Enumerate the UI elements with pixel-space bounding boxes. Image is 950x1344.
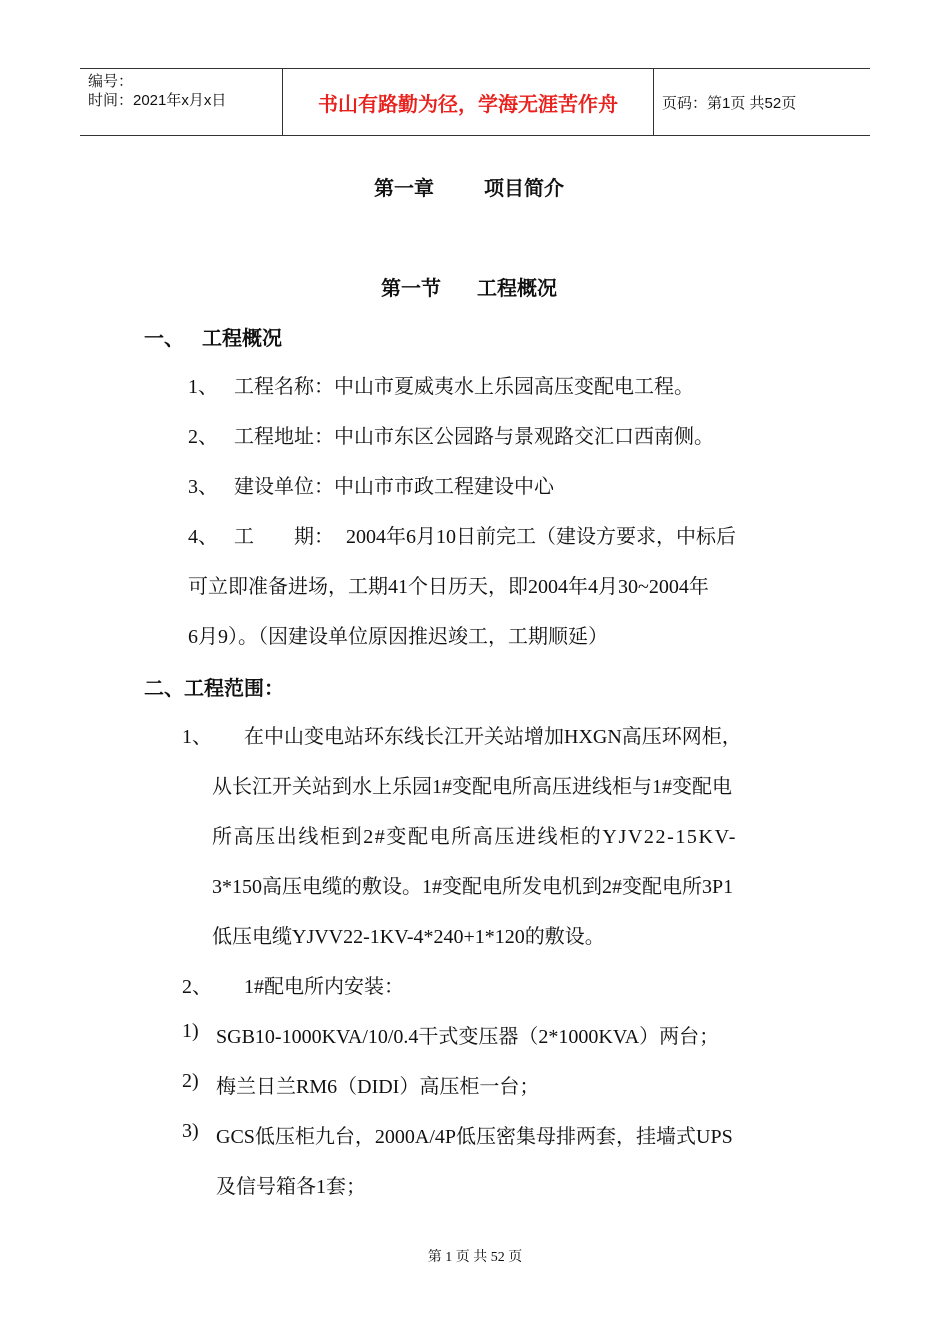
chapter-title: 项目简介 — [484, 176, 564, 200]
page-footer: 第 1 页 共 52 页 — [427, 1250, 523, 1265]
header-left-cell — [80, 69, 282, 135]
list-item-number: 2、 — [182, 976, 212, 998]
number-label: 编号： — [88, 73, 134, 90]
schedule-label: 工 期： — [234, 526, 334, 548]
section-heading — [381, 272, 557, 301]
lv-cabinet-item-line-2: 及信号箱各1套； — [216, 1176, 366, 1198]
part1-heading-number: 一、 — [144, 326, 184, 350]
list-item-number: 3、 — [188, 476, 218, 498]
project-address: 工程地址：中山市东区公园路与景观路交汇口西南侧。 — [234, 426, 714, 448]
scope-line-3: 所高压出线柜到2#变配电所高压进线柜的YJV22-15KV- — [212, 826, 738, 848]
section-number: 第一节 — [381, 276, 441, 300]
list-item-number: 4、 — [188, 526, 218, 548]
install-intro: 1#配电所内安装： — [244, 976, 404, 998]
scope-line-4: 3*150高压电缆的敷设。1#变配电所发电机到2#变配电所3P1 — [212, 876, 734, 898]
page-info: 页码：第1页 共52页 — [662, 94, 797, 112]
header-table — [80, 68, 870, 136]
chapter-heading — [374, 172, 564, 201]
part1-heading-text: 工程概况 — [202, 326, 282, 350]
scope-line-2: 从长江开关站到水上乐园1#变配电所高压进线柜与1#变配电 — [212, 776, 732, 798]
construction-unit: 建设单位：中山市市政工程建设中心 — [234, 476, 554, 498]
motto: 书山有路勤为径，学海无涯苦作舟 — [282, 69, 654, 135]
sub-item-number: 3) — [182, 1120, 199, 1142]
sub-item-number: 2) — [182, 1070, 199, 1092]
lv-cabinet-item-line-1: GCS低压柜九台，2000A/4P低压密集母排两套，挂墙式UPS — [216, 1126, 733, 1148]
list-item-number: 2、 — [188, 426, 218, 448]
scope-line-1: 在中山变电站环东线长江开关站增加HXGN高压环网柜， — [244, 726, 742, 748]
list-item-number: 1、 — [182, 726, 212, 748]
project-name: 工程名称：中山市夏威夷水上乐园高压变配电工程。 — [234, 376, 694, 398]
schedule-line-2: 可立即准备进场，工期41个日历天，即2004年4月30~2004年 — [188, 576, 709, 598]
sub-item-number: 1) — [182, 1020, 199, 1042]
part2-heading: 二、工程范围： — [144, 676, 284, 700]
schedule-line-1: 2004年6月10日前完工（建设方要求，中标后 — [346, 526, 736, 548]
chapter-number: 第一章 — [374, 176, 434, 200]
scope-line-5: 低压电缆YJVV22-1KV-4*240+1*120的敷设。 — [212, 926, 605, 948]
time-label: 时间：2021年x月x日 — [88, 92, 227, 109]
list-item-number: 1、 — [188, 376, 218, 398]
hv-cabinet-item: 梅兰日兰RM6（DIDI）高压柜一台； — [216, 1076, 540, 1098]
section-title: 工程概况 — [477, 276, 557, 300]
transformer-item: SGB10-1000KVA/10/0.4干式变压器（2*1000KVA）两台； — [216, 1026, 720, 1048]
schedule-line-3: 6月9）。（因建设单位原因推迟竣工，工期顺延） — [188, 626, 608, 648]
